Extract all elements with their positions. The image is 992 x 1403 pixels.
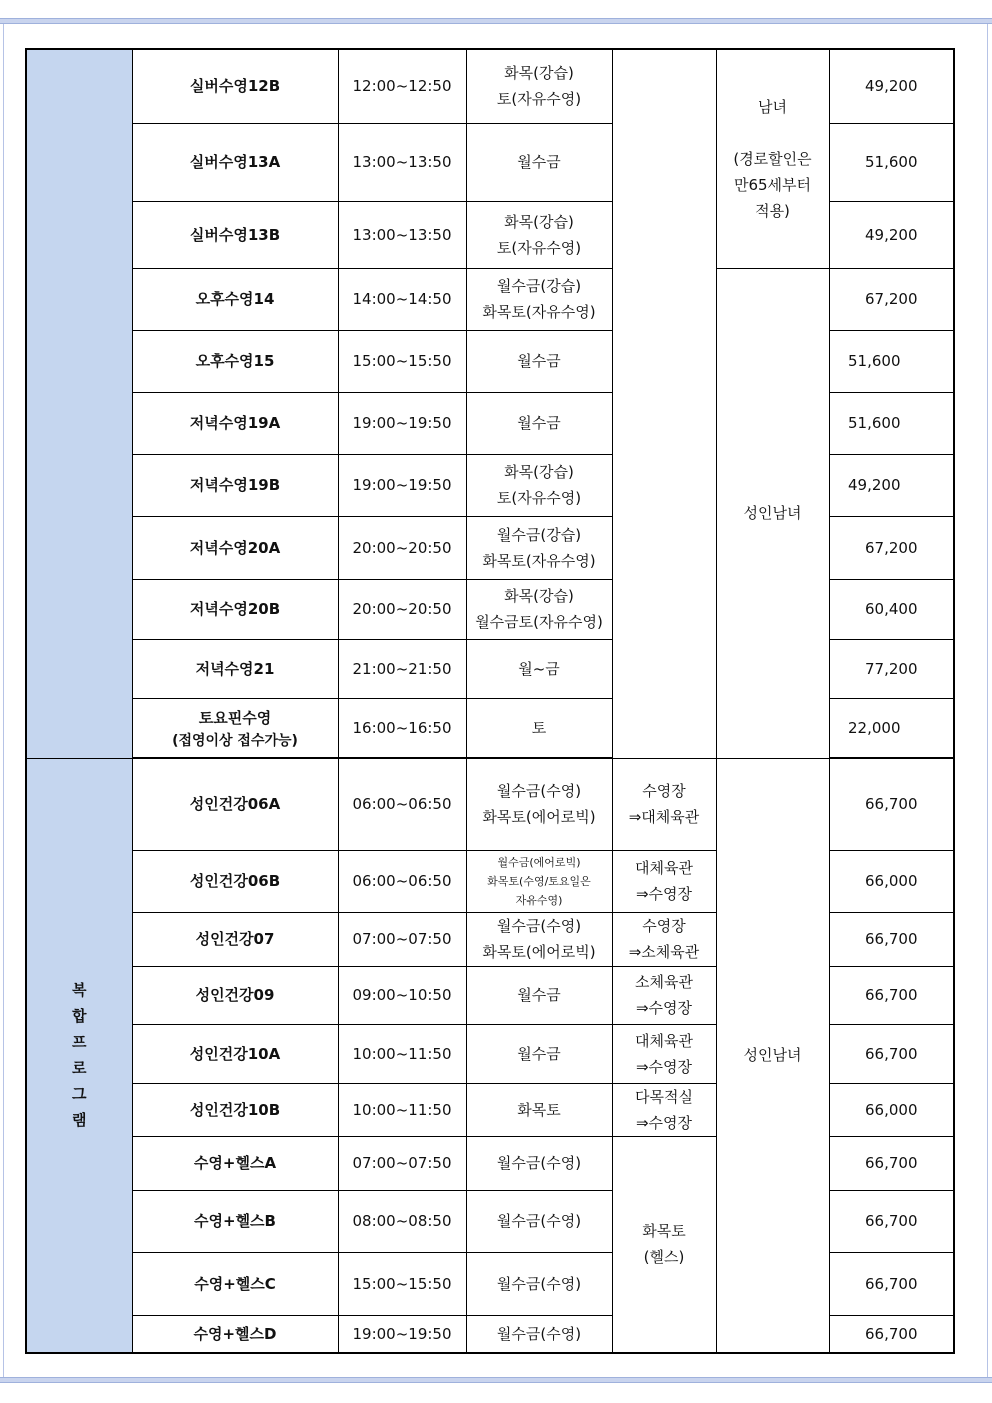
class-time: 13:00~13:50 [338,201,466,268]
class-time: 15:00~15:50 [338,1252,466,1315]
target-senior: 남녀 (경로할인은 만65세부터 적용) [716,49,829,268]
class-time: 20:00~20:50 [338,579,466,639]
program-name: 성인건강06B [132,850,338,912]
venue: 다목적실 ⇒수영장 [612,1083,716,1136]
class-days: 월수금 [466,1024,612,1083]
class-time: 08:00~08:50 [338,1190,466,1252]
venue-health: 화목토 (헬스) [612,1136,716,1353]
class-days: 월수금(수영) 화목토(에어로빅) [466,912,612,966]
class-time: 19:00~19:50 [338,1315,466,1353]
class-days: 월수금(에어로빅) 화목토(수영/토요일은 자유수영) [466,850,612,912]
class-days: 월수금(강습) 화목토(자유수영) [466,516,612,579]
class-time: 19:00~19:50 [338,392,466,454]
fee: 49,200 [829,201,954,268]
program-name: 저녁수영20A [132,516,338,579]
class-days: 월~금 [466,639,612,698]
class-time: 14:00~14:50 [338,268,466,330]
fee: 66,700 [829,758,954,850]
fee: 66,700 [829,1190,954,1252]
class-time: 06:00~06:50 [338,758,466,850]
class-time: 07:00~07:50 [338,912,466,966]
program-name: 성인건강09 [132,966,338,1024]
venue-cell-empty [612,49,716,758]
table-row [26,268,954,330]
class-days: 월수금(수영) [466,1252,612,1315]
program-name: 실버수영13A [132,123,338,201]
program-name: 저녁수영19B [132,454,338,516]
program-name: 오후수영14 [132,268,338,330]
program-name: 수영+헬스D [132,1315,338,1353]
class-days: 화목(강습) 토(자유수영) [466,49,612,123]
fee: 49,200 [829,49,954,123]
class-days: 월수금(수영) 화목토(에어로빅) [466,758,612,850]
program-name: 실버수영12B [132,49,338,123]
program-name: 토요핀수영 (접영이상 접수가능) [132,698,338,758]
class-days: 월수금 [466,392,612,454]
class-days: 월수금 [466,330,612,392]
class-days: 화목(강습) 토(자유수영) [466,201,612,268]
program-name: 저녁수영21 [132,639,338,698]
table-row [26,758,954,850]
class-time: 21:00~21:50 [338,639,466,698]
program-name: 수영+헬스B [132,1190,338,1252]
program-name: 성인건강07 [132,912,338,966]
class-days: 월수금(수영) [466,1190,612,1252]
program-name: 성인건강10A [132,1024,338,1083]
class-time: 06:00~06:50 [338,850,466,912]
program-name: 실버수영13B [132,201,338,268]
program-name: 수영+헬스C [132,1252,338,1315]
page-frame-bottom [0,1377,992,1383]
fee: 66,700 [829,1252,954,1315]
program-name: 성인건강06A [132,758,338,850]
class-days: 월수금(수영) [466,1315,612,1353]
target-adult: 성인남녀 [716,268,829,758]
class-time: 10:00~11:50 [338,1024,466,1083]
class-time: 19:00~19:50 [338,454,466,516]
class-days: 월수금 [466,123,612,201]
class-days: 화목(강습) 토(자유수영) [466,454,612,516]
fee: 67,200 [829,516,954,579]
program-name: 저녁수영19A [132,392,338,454]
fee: 66,700 [829,1024,954,1083]
fee: 22,000 [829,698,954,758]
fee: 66,700 [829,912,954,966]
fee: 51,600 [829,123,954,201]
class-days: 토 [466,698,612,758]
program-name: 오후수영15 [132,330,338,392]
fee: 66,700 [829,1136,954,1190]
class-time: 10:00~11:50 [338,1083,466,1136]
category-cell-combined: 복합프로그램 [26,758,132,1353]
fee: 77,200 [829,639,954,698]
fee: 51,600 [829,392,954,454]
venue: 대체육관 ⇒수영장 [612,1024,716,1083]
program-name: 성인건강10B [132,1083,338,1136]
category-cell-swim [26,49,132,758]
class-days: 월수금(강습) 화목토(자유수영) [466,268,612,330]
venue: 소체육관 ⇒수영장 [612,966,716,1024]
fee: 49,200 [829,454,954,516]
program-name: 저녁수영20B [132,579,338,639]
fee: 51,600 [829,330,954,392]
class-days: 월수금(수영) [466,1136,612,1190]
class-time: 20:00~20:50 [338,516,466,579]
class-time: 12:00~12:50 [338,49,466,123]
program-name: 수영+헬스A [132,1136,338,1190]
class-time: 16:00~16:50 [338,698,466,758]
program-schedule-table [25,48,955,1354]
target-adult: 성인남녀 [716,758,829,1353]
class-days: 화목토 [466,1083,612,1136]
class-time: 13:00~13:50 [338,123,466,201]
venue: 수영장 ⇒소체육관 [612,912,716,966]
table-row [26,49,954,123]
fee: 66,000 [829,1083,954,1136]
fee: 66,700 [829,1315,954,1353]
fee: 67,200 [829,268,954,330]
fee: 66,000 [829,850,954,912]
venue: 수영장 ⇒대체육관 [612,758,716,850]
class-time: 15:00~15:50 [338,330,466,392]
fee: 66,700 [829,966,954,1024]
fee: 60,400 [829,579,954,639]
class-time: 09:00~10:50 [338,966,466,1024]
class-time: 07:00~07:50 [338,1136,466,1190]
venue: 대체육관 ⇒수영장 [612,850,716,912]
class-days: 화목(강습) 월수금토(자유수영) [466,579,612,639]
class-days: 월수금 [466,966,612,1024]
